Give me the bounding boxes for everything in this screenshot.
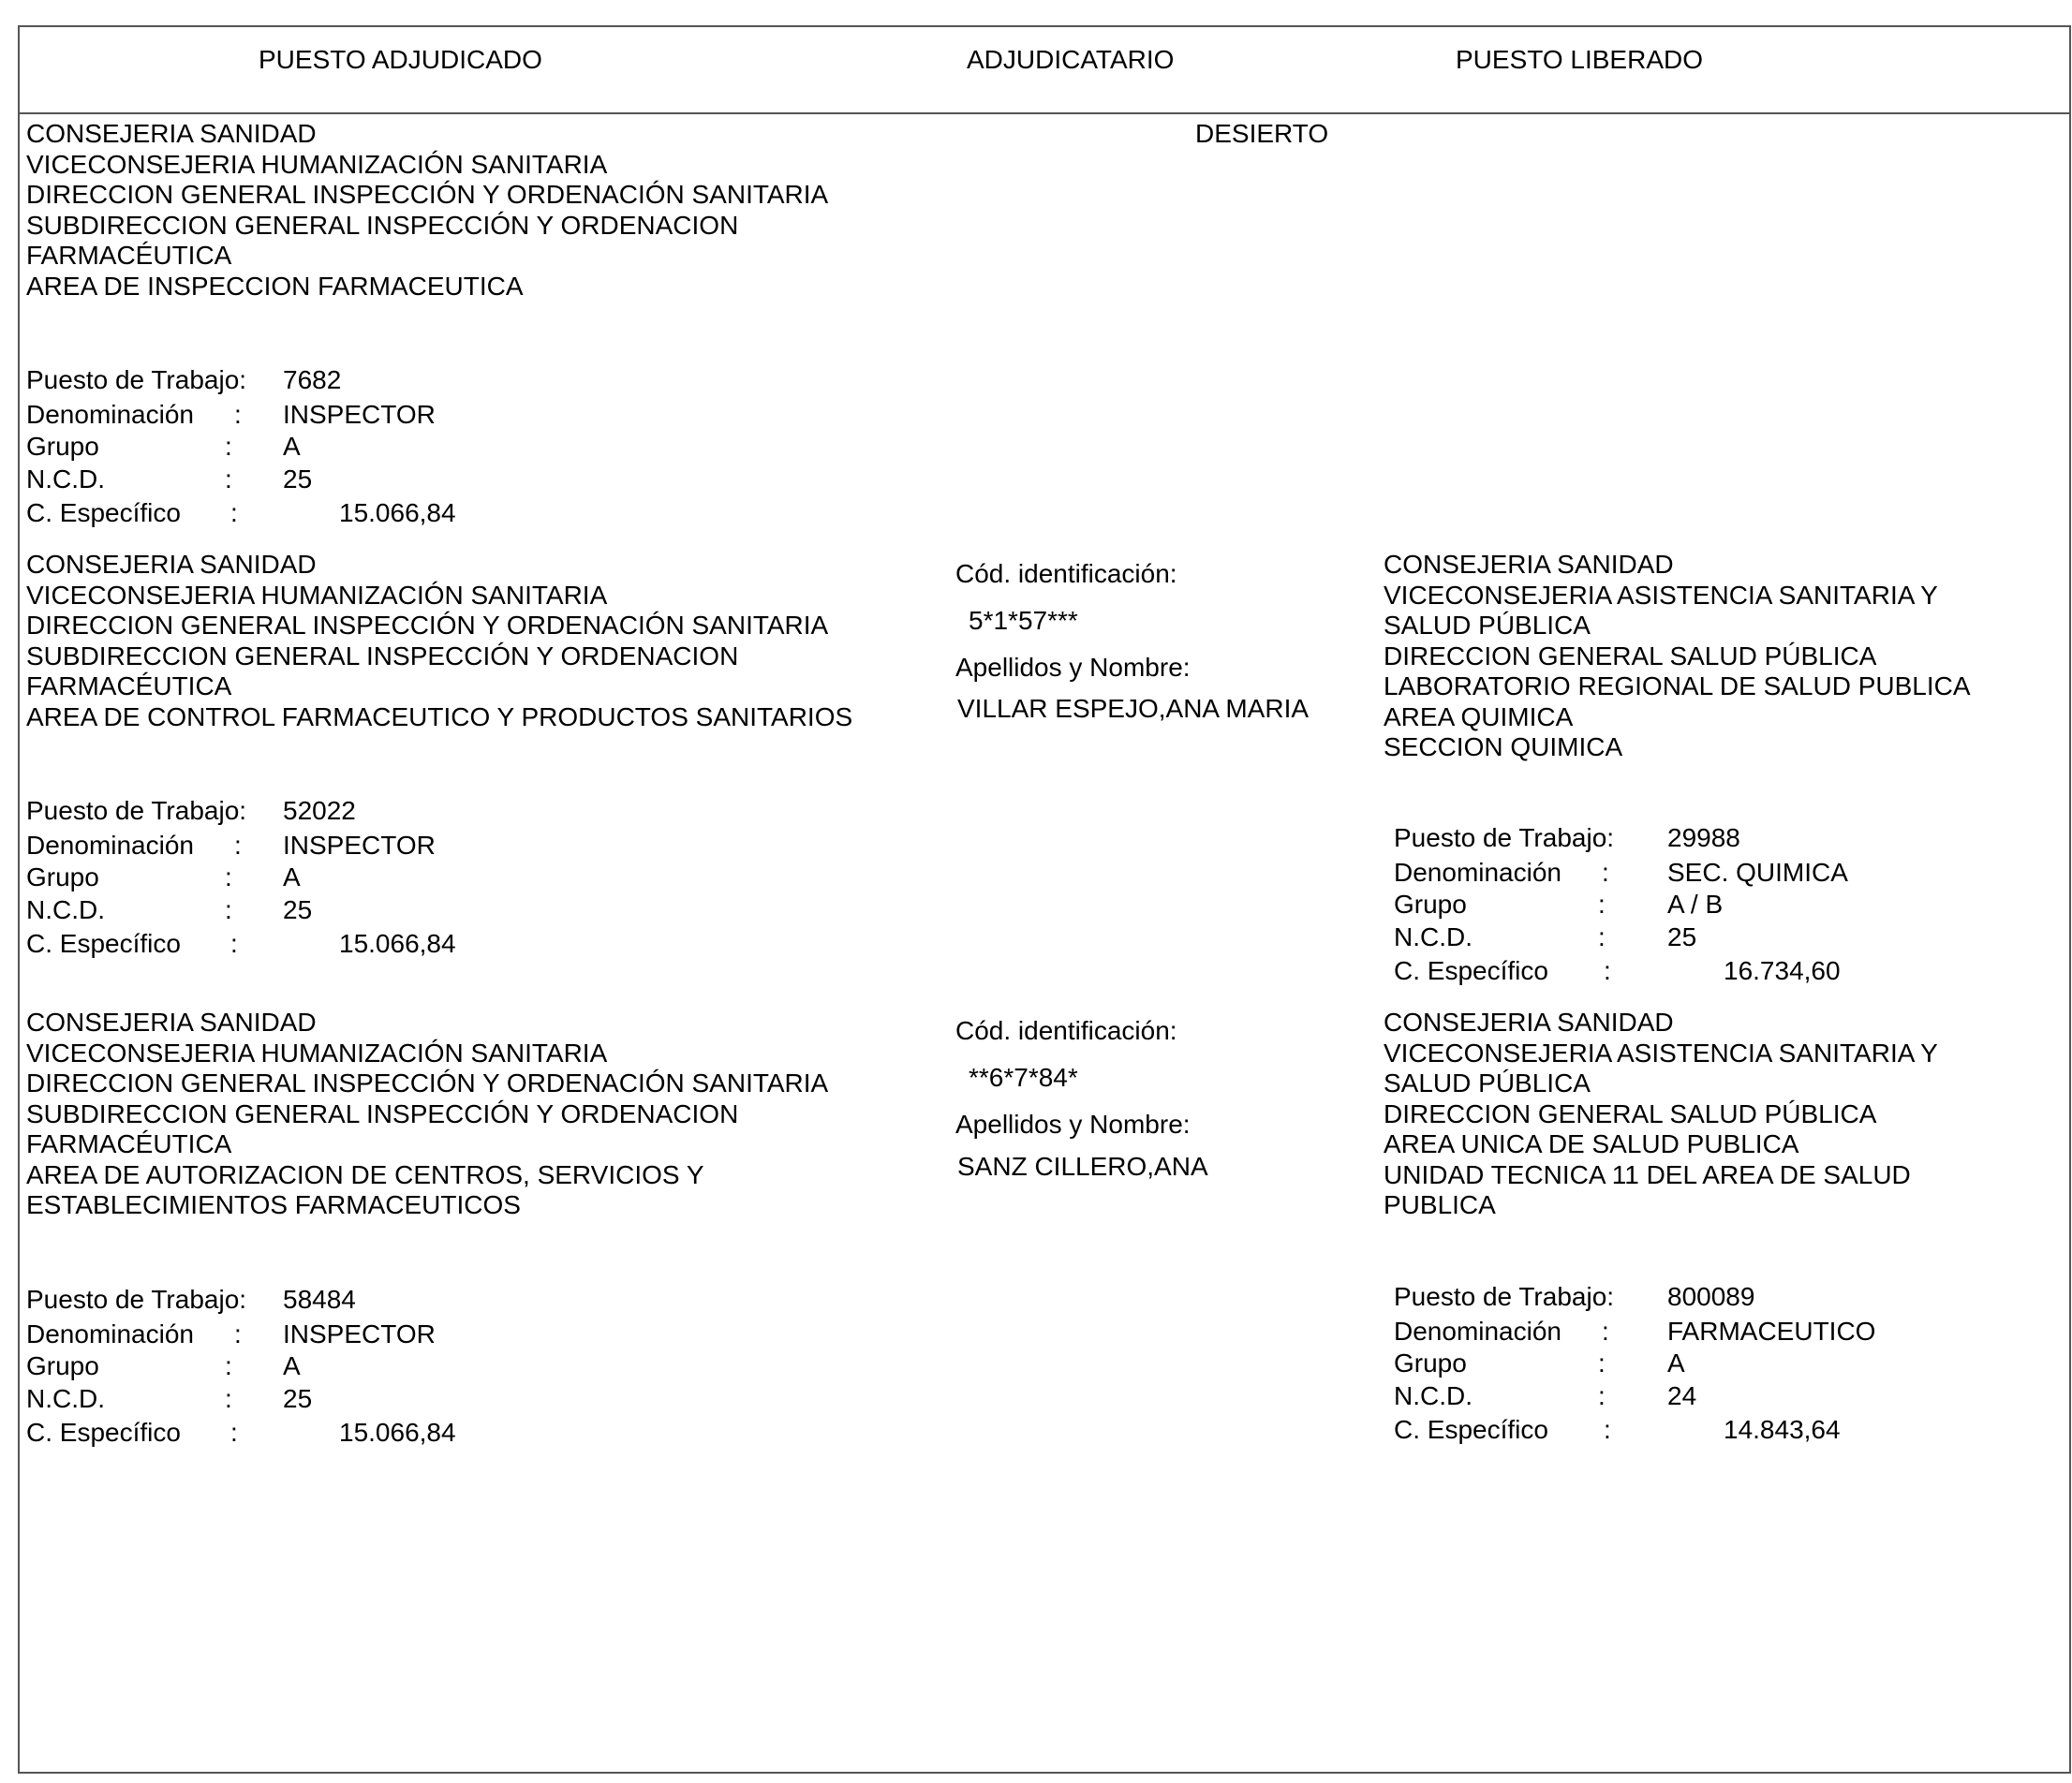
org-line: VICECONSEJERIA HUMANIZACIÓN SANITARIA xyxy=(26,149,608,179)
header-puesto-liberado: PUESTO LIBERADO xyxy=(1456,45,1704,74)
row2-adjudicado-org xyxy=(26,550,852,732)
puesto-value: 7682 xyxy=(283,365,342,394)
org-line: DIRECCION GENERAL INSPECCIÓN Y ORDENACIÓN SANITARIA xyxy=(26,180,829,209)
row3-cod-value: **6*7*84* xyxy=(969,1063,1078,1092)
grupo-value: A xyxy=(1667,1348,1685,1378)
denominacion-value: INSPECTOR xyxy=(283,400,436,429)
org-line: VICECONSEJERIA ASISTENCIA SANITARIA Y xyxy=(1384,1038,1938,1068)
denominacion-value: SEC. QUIMICA xyxy=(1667,858,1848,887)
puesto-value: 58484 xyxy=(283,1285,356,1314)
puesto-value: 29988 xyxy=(1667,823,1740,852)
org-line: SECCION QUIMICA xyxy=(1384,732,1623,761)
denominacion-value: INSPECTOR xyxy=(283,831,436,860)
row2-cod-label: Cód. identificación: xyxy=(955,559,1177,588)
org-line: CONSEJERIA SANIDAD xyxy=(26,550,317,579)
org-line: FARMACÉUTICA xyxy=(26,1129,232,1158)
org-line: AREA QUIMICA xyxy=(1384,701,1574,731)
org-line: DIRECCION GENERAL SALUD PÚBLICA xyxy=(1384,1098,1877,1128)
row1-desierto: DESIERTO xyxy=(1195,119,1329,148)
org-line: DIRECCION GENERAL SALUD PÚBLICA xyxy=(1384,641,1877,670)
org-line: DIRECCION GENERAL INSPECCIÓN Y ORDENACIÓN SANITARIA xyxy=(26,611,829,640)
c-especifico-value: 16.734,60 xyxy=(1724,956,1841,985)
org-line: UNIDAD TECNICA 11 DEL AREA DE SALUD xyxy=(1384,1159,1911,1189)
org-line: SALUD PÚBLICA xyxy=(1384,1068,1591,1098)
org-line: SUBDIRECCION GENERAL INSPECCIÓN Y ORDENACION xyxy=(26,210,739,240)
c-especifico-value: 15.066,84 xyxy=(339,498,456,527)
org-line: SUBDIRECCION GENERAL INSPECCIÓN Y ORDENACION xyxy=(26,641,739,670)
grupo-value: A xyxy=(283,862,301,892)
org-line: CONSEJERIA SANIDAD xyxy=(26,1008,317,1037)
org-line: AREA UNICA DE SALUD PUBLICA xyxy=(1384,1129,1799,1158)
denominacion-value: INSPECTOR xyxy=(283,1319,436,1348)
ncd-value: 25 xyxy=(283,464,313,494)
header-puesto-adjudicado: PUESTO ADJUDICADO xyxy=(259,45,542,74)
ncd-value: 24 xyxy=(1667,1381,1697,1410)
row2-liberado-org xyxy=(1384,550,1971,763)
org-line: AREA DE AUTORIZACION DE CENTROS, SERVICIOS Y xyxy=(26,1159,704,1189)
row1-adjudicado-org xyxy=(26,119,828,302)
row2-nombre-value: VILLAR ESPEJO,ANA MARIA xyxy=(957,694,1310,723)
org-line: VICECONSEJERIA HUMANIZACIÓN SANITARIA xyxy=(26,580,608,610)
org-line: SALUD PÚBLICA xyxy=(1384,611,1591,640)
ncd-value: 25 xyxy=(283,1384,313,1413)
org-line: AREA DE CONTROL FARMACEUTICO Y PRODUCTOS SANITARIOS xyxy=(26,701,853,731)
c-especifico-value: 14.843,64 xyxy=(1724,1415,1841,1444)
org-line: AREA DE INSPECCION FARMACEUTICA xyxy=(26,271,524,301)
header-divider xyxy=(18,112,2071,114)
row2-cod-value: 5*1*57*** xyxy=(969,606,1078,635)
grupo-value: A xyxy=(283,1351,301,1380)
row3-nombre-label: Apellidos y Nombre: xyxy=(955,1110,1191,1139)
grupo-value: A xyxy=(283,432,301,461)
puesto-value: 52022 xyxy=(283,796,356,825)
org-line: SUBDIRECCION GENERAL INSPECCIÓN Y ORDENACION xyxy=(26,1098,739,1128)
org-line: LABORATORIO REGIONAL DE SALUD PUBLICA xyxy=(1384,671,1971,700)
denominacion-value: FARMACEUTICO xyxy=(1667,1317,1876,1346)
org-line: CONSEJERIA SANIDAD xyxy=(26,119,317,148)
org-line: VICECONSEJERIA HUMANIZACIÓN SANITARIA xyxy=(26,1038,608,1068)
ncd-value: 25 xyxy=(1667,922,1697,951)
row2-nombre-label: Apellidos y Nombre: xyxy=(955,653,1191,682)
org-line: FARMACÉUTICA xyxy=(26,671,232,700)
c-especifico-value: 15.066,84 xyxy=(339,929,456,958)
row3-nombre-value: SANZ CILLERO,ANA xyxy=(957,1152,1208,1181)
org-line: CONSEJERIA SANIDAD xyxy=(1384,550,1674,579)
org-line: CONSEJERIA SANIDAD xyxy=(1384,1008,1674,1037)
org-line: ESTABLECIMIENTOS FARMACEUTICOS xyxy=(26,1190,521,1219)
org-line: VICECONSEJERIA ASISTENCIA SANITARIA Y xyxy=(1384,580,1938,610)
puesto-value: 800089 xyxy=(1667,1282,1755,1311)
org-line: PUBLICA xyxy=(1384,1190,1496,1219)
row3-liberado-org xyxy=(1384,1008,1938,1221)
org-line: FARMACÉUTICA xyxy=(26,241,232,270)
grupo-value: A / B xyxy=(1667,890,1724,919)
row3-adjudicado-org xyxy=(26,1008,828,1221)
ncd-value: 25 xyxy=(283,895,313,924)
c-especifico-value: 15.066,84 xyxy=(339,1418,456,1447)
row3-cod-label: Cód. identificación: xyxy=(955,1016,1177,1045)
org-line: DIRECCION GENERAL INSPECCIÓN Y ORDENACIÓN SANITARIA xyxy=(26,1068,829,1098)
header-adjudicatario: ADJUDICATARIO xyxy=(967,45,1175,74)
